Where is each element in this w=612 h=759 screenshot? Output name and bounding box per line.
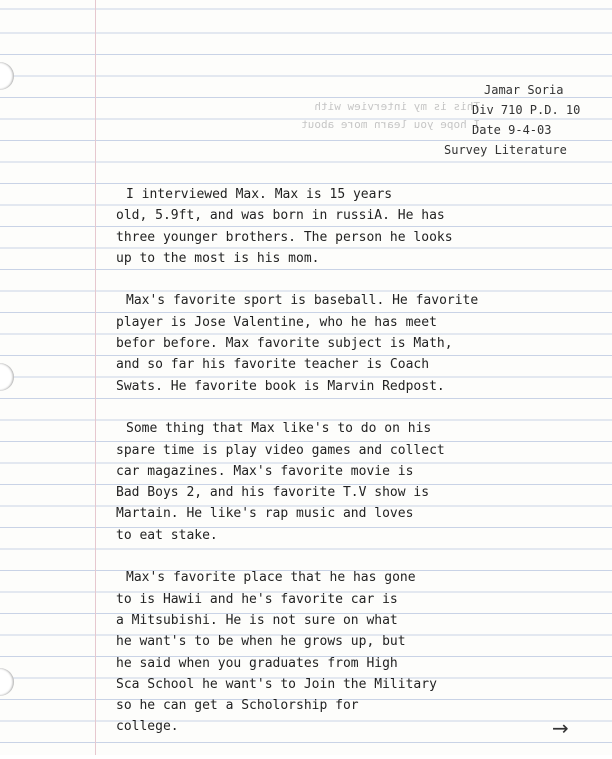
division-period: Div 710 P.D. 10: [472, 103, 581, 117]
margin-line: [95, 0, 96, 755]
text-line: three younger brothers. The person he looks: [116, 229, 453, 245]
text-line: and so far his favorite teacher is Coach: [116, 357, 430, 373]
bleed-through-text: [160, 98, 480, 134]
text-line: Sca School he want's to Join the Military: [116, 676, 437, 692]
text-line: spare time is play video games and collect: [116, 442, 445, 458]
text-line: up to the most is his mom.: [116, 250, 320, 266]
text-line: he said when you graduates from High: [116, 655, 398, 671]
binder-hole: [0, 62, 14, 90]
student-name: Jamar Soria: [484, 83, 564, 97]
text-line: so he can get a Scholorship for: [116, 698, 359, 714]
course-subject: Survey Literature: [444, 143, 567, 157]
text-line: college.: [116, 719, 179, 735]
bleed-through-line: This is my interview with: [314, 100, 480, 113]
text-line: Martain. He like's rap music and loves: [116, 506, 414, 522]
student-header: [444, 80, 604, 160]
text-line: I interviewed Max. Max is 15 years: [126, 187, 393, 202]
text-line: he want's to be when he grows up, but: [116, 634, 406, 650]
paragraph-hobbies: [116, 418, 516, 546]
text-line: Max's favorite place that he has gone: [126, 570, 416, 586]
text-line: to is Hawii and he's favorite car is: [116, 591, 398, 607]
text-line: Swats. He favorite book is Marvin Redpost.: [116, 378, 445, 394]
text-line: befor before. Max favorite subject is Math,: [116, 336, 453, 352]
continue-arrow-icon: →: [552, 716, 569, 740]
bleed-through-line: I hope you learn more about: [301, 118, 480, 131]
text-line: player is Jose Valentine, who he has meet: [116, 314, 437, 330]
assignment-date: Date 9-4-03: [472, 123, 552, 137]
binder-hole: [0, 668, 14, 696]
text-line: Some thing that Max like's to do on his: [126, 421, 432, 437]
text-line: Bad Boys 2, and his favorite T.V show is: [116, 485, 430, 501]
essay-body: [116, 184, 516, 759]
text-line: Max's favorite sport is baseball. He favorite: [126, 293, 479, 309]
paragraph-favorites: [116, 290, 516, 396]
paragraph-future: [116, 567, 516, 737]
text-line: a Mitsubishi. He is not sure on what: [116, 612, 398, 628]
text-line: to eat stake.: [116, 527, 218, 543]
text-line: old, 5.9ft, and was born in russiA. He has: [116, 208, 445, 224]
binder-hole: [0, 363, 14, 391]
paragraph-intro: [116, 184, 516, 269]
text-line: car magazines. Max's favorite movie is: [116, 463, 414, 479]
